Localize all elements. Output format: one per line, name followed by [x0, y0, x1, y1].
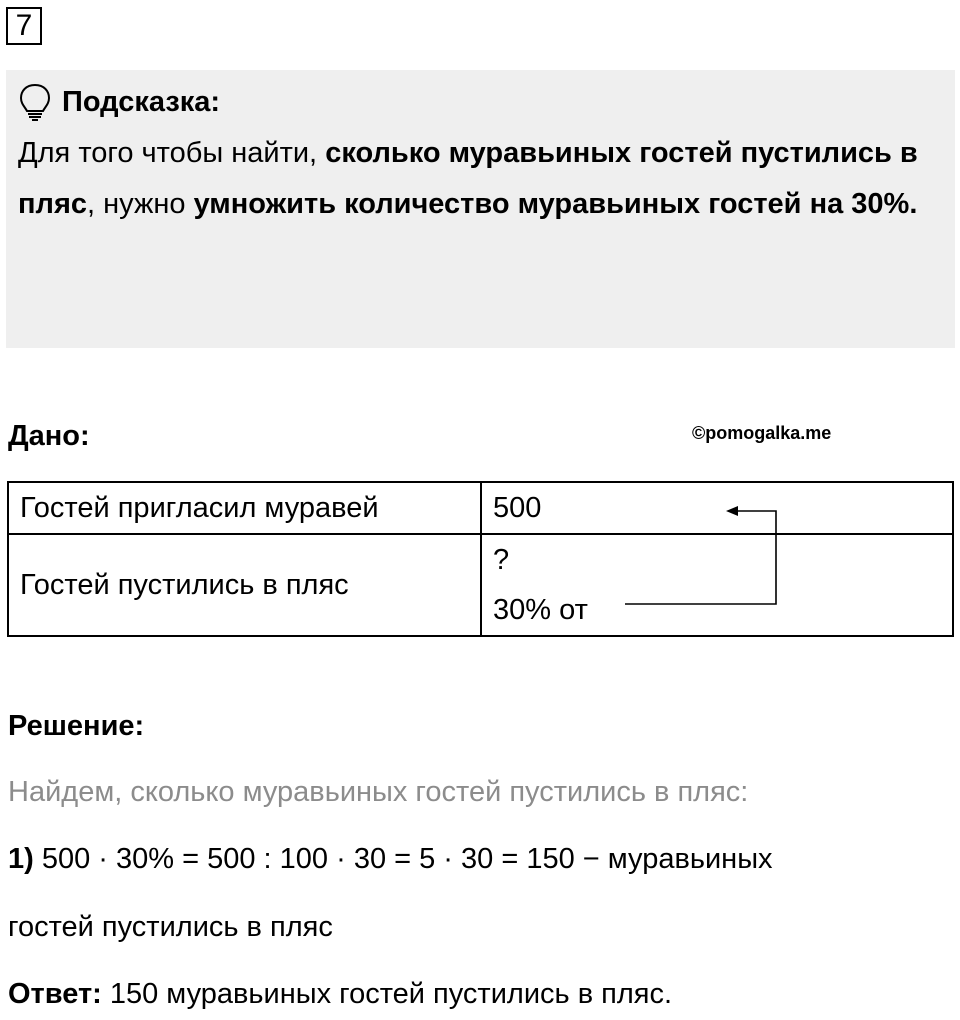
step-expression: 500 · 30% = 500 : 100 · 30 = 5 · 30 = 150 − муравьиных — [33, 843, 773, 875]
step-number: 1) — [8, 843, 34, 875]
task-number: 7 — [6, 7, 42, 45]
solution-step-continuation: гостей пустились в пляс — [8, 911, 333, 943]
lightbulb-icon — [18, 83, 52, 121]
hint-text — [18, 128, 938, 230]
table-row — [8, 482, 953, 534]
solution-intro: Найдем, сколько муравьиных гостей пустились в пляс: — [8, 776, 749, 808]
solution-step — [8, 843, 773, 876]
given-title: Дано: — [8, 420, 90, 452]
solution-title: Решение: — [8, 710, 145, 742]
hint-title: Подсказка: — [62, 85, 221, 118]
hint-header — [18, 82, 220, 122]
table-row — [8, 534, 953, 636]
table-cell-label: Гостей пустились в пляс — [8, 534, 481, 636]
hint-bold-part: сколько муравьиных гостей пустились в пляс — [18, 137, 918, 220]
hint-bold-part: умножить количество муравьиных гостей на 30%. — [193, 188, 918, 220]
table-cell-value: 500 — [481, 482, 953, 534]
unknown-value: ? — [493, 544, 510, 576]
watermark: ©pomogalka.me — [692, 423, 832, 443]
table-cell-label: Гостей пригласил муравей — [8, 482, 481, 534]
percent-value: 30% от — [493, 594, 588, 626]
answer — [8, 978, 672, 1011]
given-table — [7, 481, 954, 637]
answer-text: 150 муравьиных гостей пустились в пляс. — [101, 978, 673, 1010]
answer-label: Ответ: — [8, 978, 102, 1010]
hint-text-part: Для того чтобы найти, — [18, 137, 326, 169]
hint-text-part: , нужно — [87, 188, 194, 220]
table-cell-value — [481, 534, 953, 636]
